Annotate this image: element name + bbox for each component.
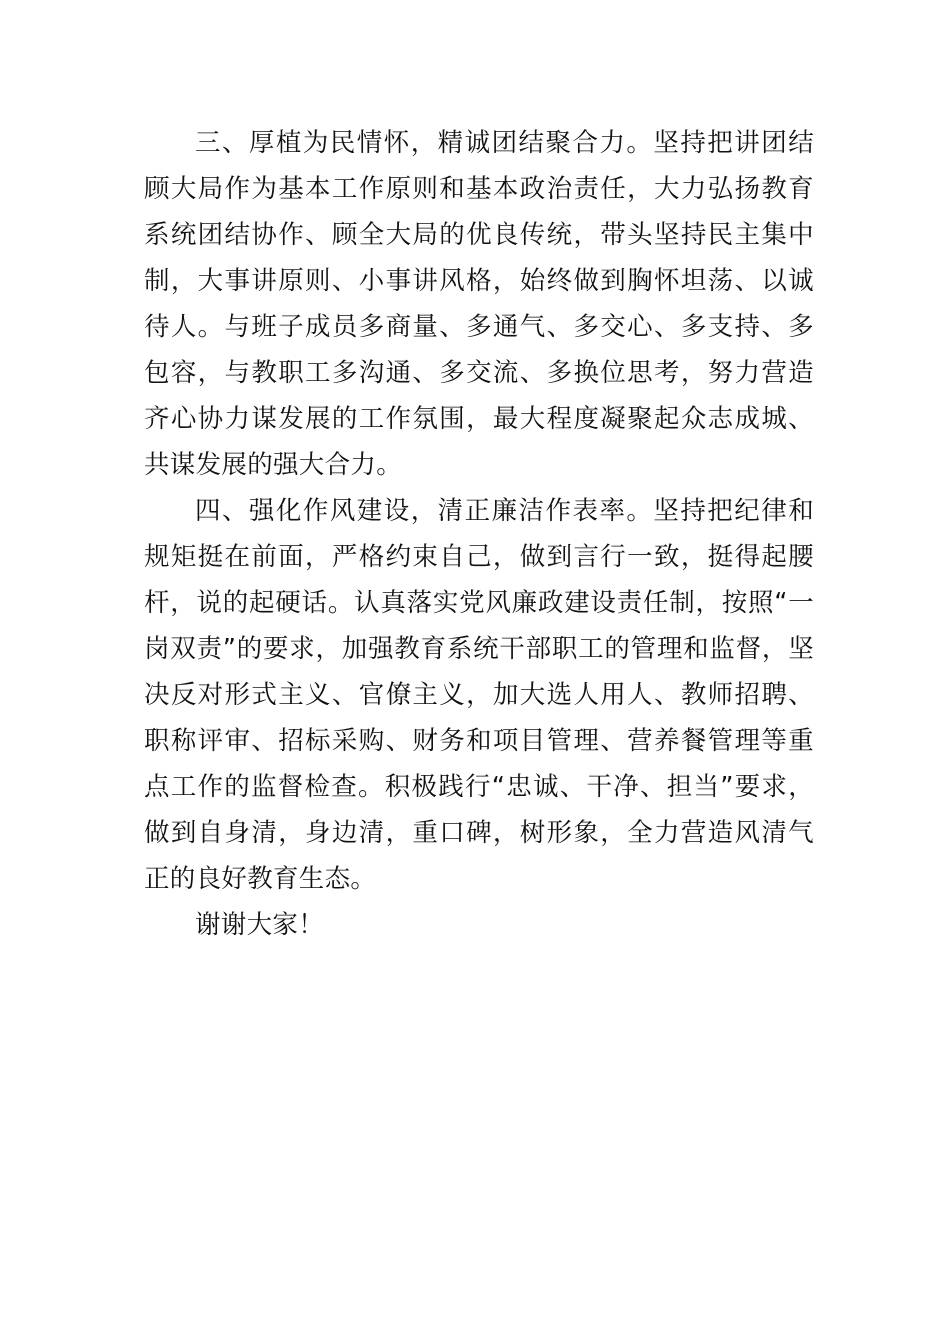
paragraph-closing: 谢谢大家！ [195,910,325,940]
document-body [144,120,814,948]
paragraph-section-three: 三、厚植为民情怀，精诚团结聚合力。坚持把讲团结顾大局作为基本工作原则和基本政治责任，大力弘扬教育系统团结协作、顾全大局的优良传统，带头坚持民主集中制，大事讲原则、小事讲风格，始终做到胸怀坦荡、以诚待人。与班子成员多商量、多通气、多交心、多支持、多包容，与教职工多沟通、多交流、多换位思考，努力营造齐心协力谋发展的工作氛围，最大程度凝聚起众志成城、共谋发展的强大合力。 [144,128,814,480]
paragraph-section-four: 四、强化作风建设，清正廉洁作表率。坚持把纪律和规矩挺在前面，严格约束自己，做到言行一致，挺得起腰杆，说的起硬话。认真落实党风廉政建设责任制，按照“一岗双责”的要求，加强教育系统干部职工的管理和监督，坚决反对形式主义、官僚主义，加大选人用人、教师招聘、职称评审、招标采购、财务和项目管理、营养餐管理等重点工作的监督检查。积极践行“忠诚、干净、担当”要求，做到自身清，身边清，重口碑，树形象，全力营造风清气正的良好教育生态。 [144,496,814,894]
